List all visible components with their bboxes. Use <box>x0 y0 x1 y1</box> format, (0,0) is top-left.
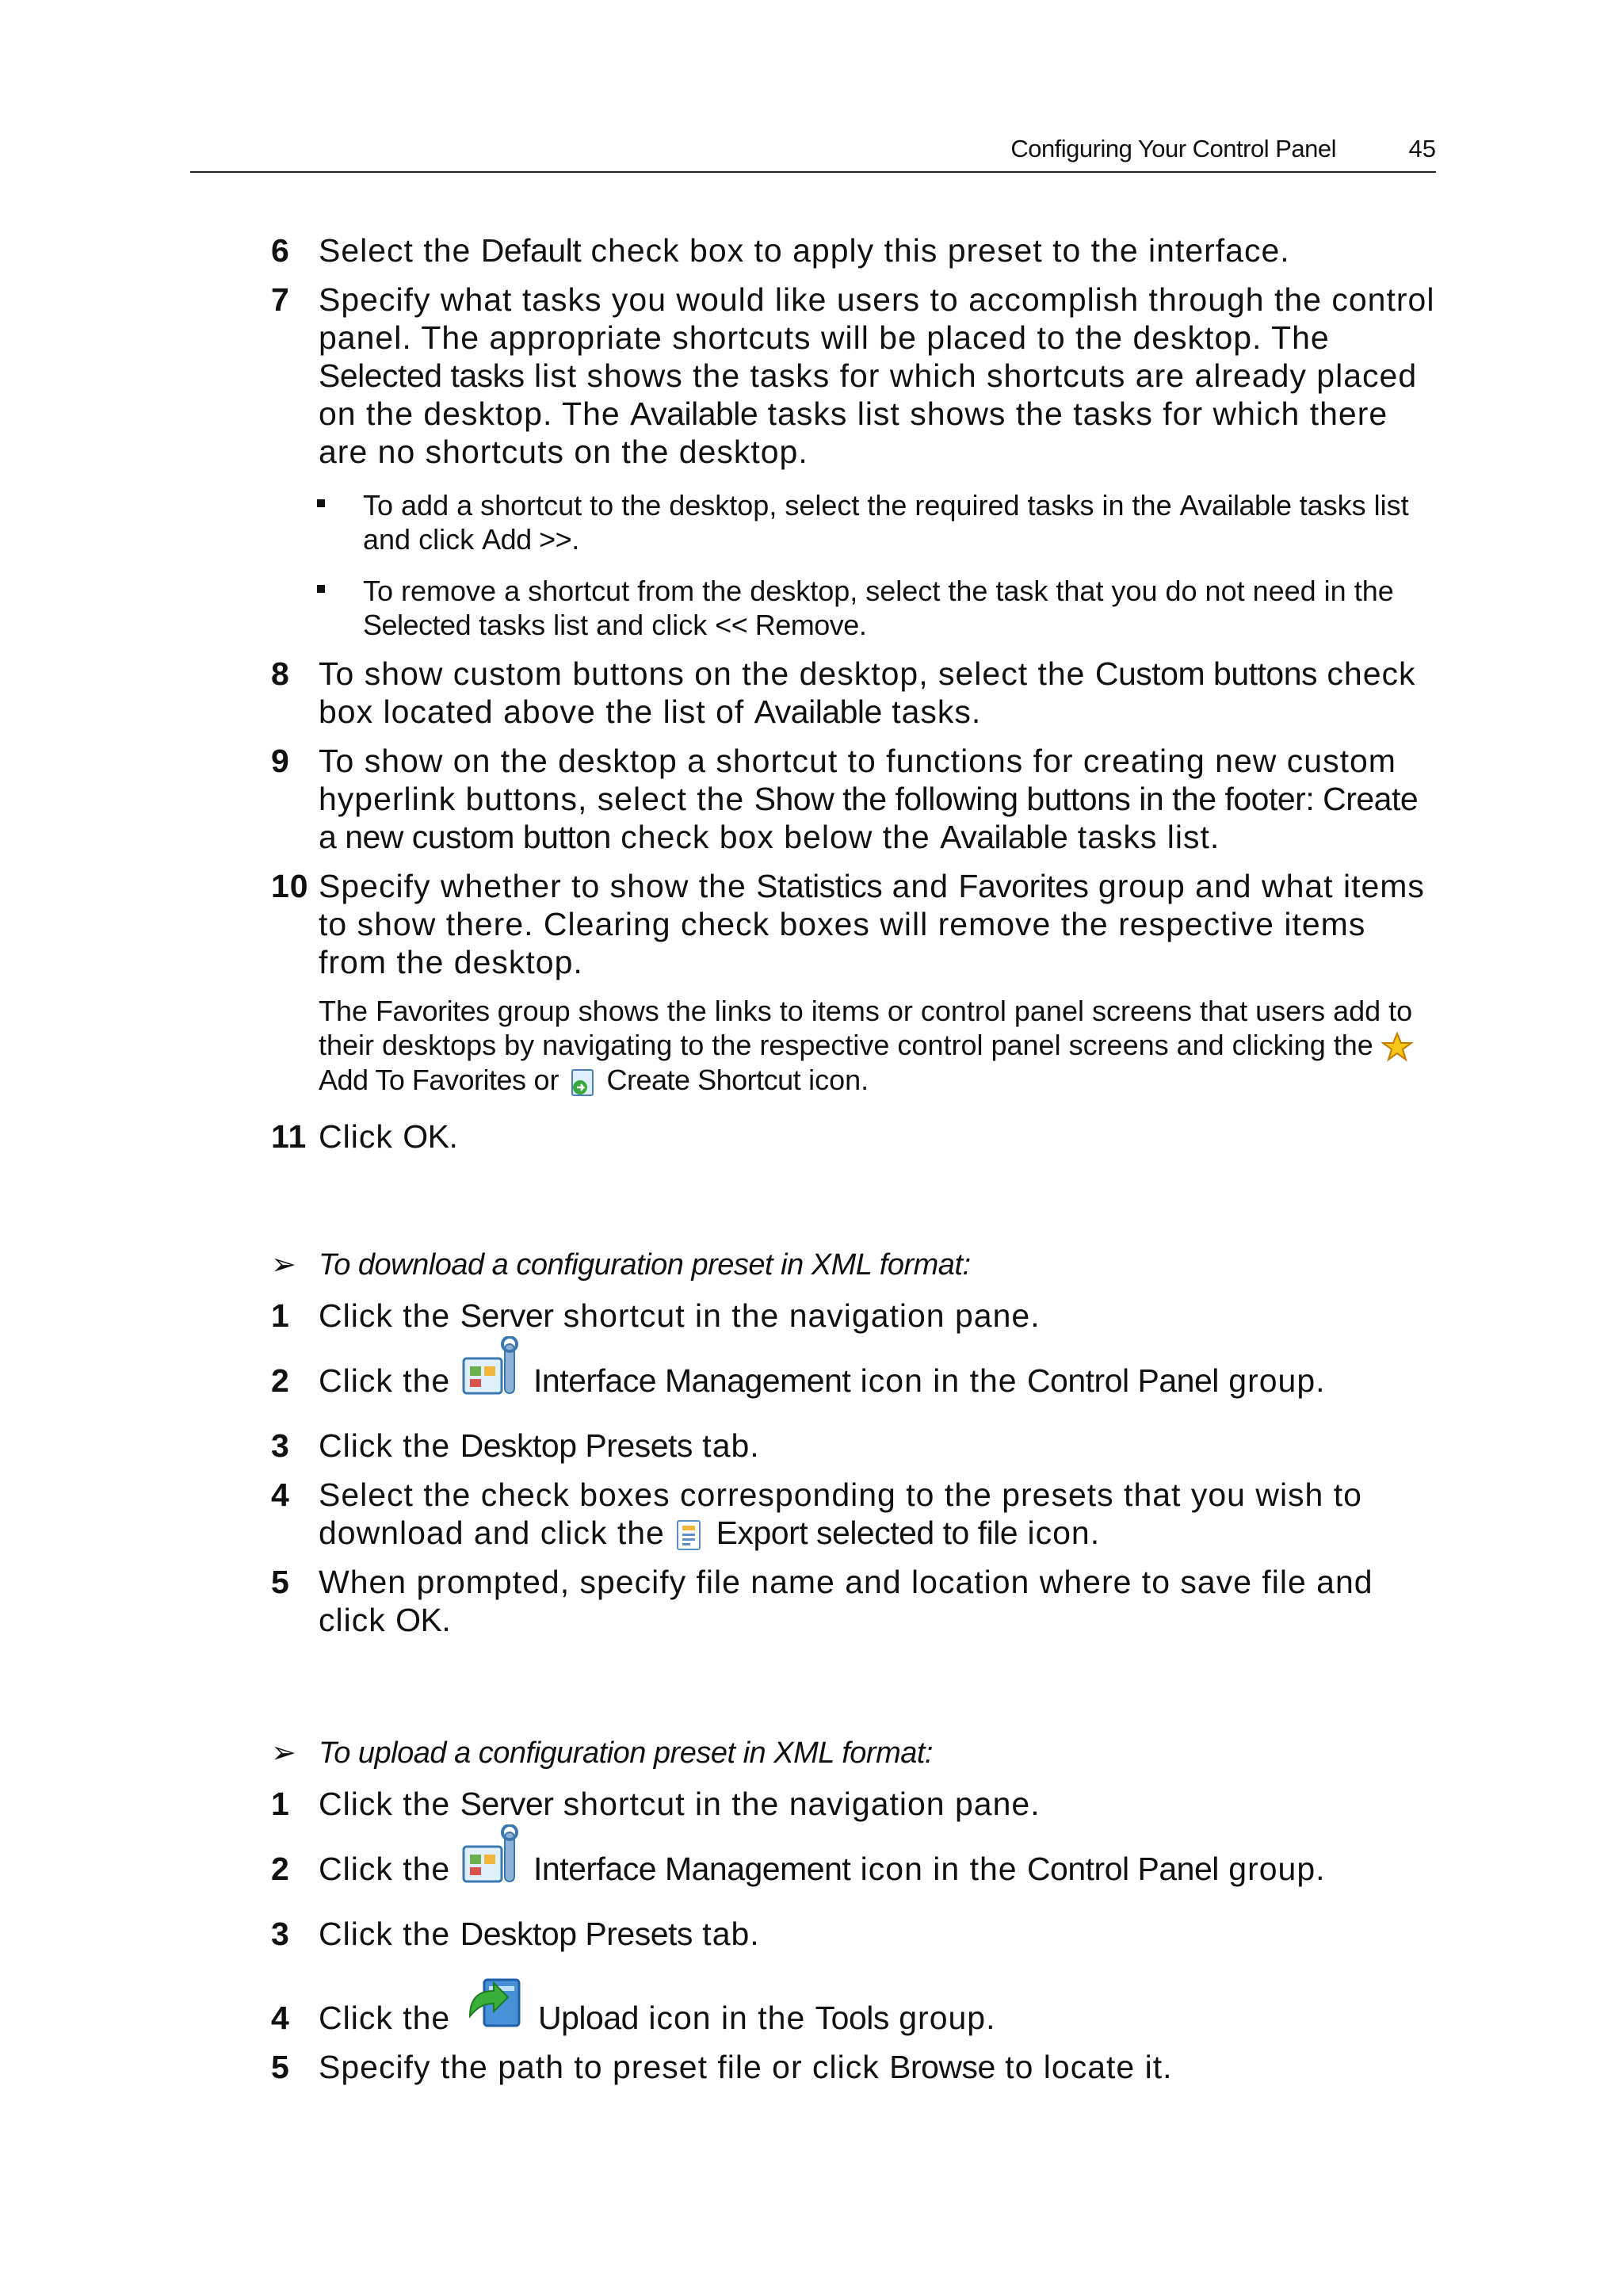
interface-management-icon <box>460 1824 524 1888</box>
step-number: 10 <box>271 868 309 904</box>
upload-step-5: 5 Specify the path to preset file or click Browse to locate it. <box>271 2049 1173 2085</box>
download-procedure-heading: ➢ To download a configuration preset in XML format: <box>271 1246 1381 1284</box>
step-9: 9 To show on the desktop a shortcut to functions for creating new custom hyperlink buttons, select the Show the following buttons in the footer: Create a new custom button check box below the Available tasks list. <box>271 743 1419 855</box>
arrow-bullet-icon: ➢ <box>271 1736 296 1770</box>
bullet-square <box>317 585 325 593</box>
bullet-remove-shortcut: To remove a shortcut from the desktop, select the task that you do not need in the Selected tasks list and click << Remove. <box>317 574 1442 642</box>
upload-step-4: 4 Click the Upload icon in the Tools group. <box>271 1999 1436 2037</box>
upload-icon <box>460 1969 529 2037</box>
upload-step-2: 2 Click the Interface Management icon in the Control Panel group. <box>271 1850 1436 1888</box>
bullet-add-shortcut: To add a shortcut to the desktop, select the required tasks in the Available tasks list and click Add >>. <box>317 488 1442 556</box>
arrow-bullet-icon: ➢ <box>271 1248 296 1282</box>
download-step-3: 3 Click the Desktop Presets tab. <box>271 1427 760 1464</box>
page-number: 45 <box>1408 135 1436 162</box>
upload-procedure-heading: ➢ To upload a configuration preset in XML format: <box>271 1734 1381 1772</box>
step-number: 11 <box>271 1118 307 1155</box>
interface-management-icon <box>460 1336 524 1400</box>
upload-step-3: 3 Click the Desktop Presets tab. <box>271 1916 760 1952</box>
step-7: 7 Specify what tasks you would like users to accomplish through the control panel. The appropriate shortcuts will be placed to the desktop. The Selected tasks list shows the tasks for which shortcuts are already placed on the desktop. The Available tasks list shows the tasks for which there are no shortcuts on the desktop. <box>271 281 1435 470</box>
step-10: 10 Specify whether to show the Statistics and Favorites group and what items to show there. Clearing check boxes will remove the respective items from the desktop. <box>271 868 1425 980</box>
step-8: 8 To show custom buttons on the desktop, select the Custom buttons check box located above the list of Available tasks. <box>271 655 1416 730</box>
create-shortcut-icon <box>567 1067 599 1098</box>
upload-step-1: 1 Click the Server shortcut in the navigation pane. <box>271 1786 1041 1822</box>
download-step-4: 4 Select the check boxes corresponding to the presets that you wish to download and click the Export selected to file icon. <box>271 1476 1436 1553</box>
download-step-2: 2 Click the Interface Management icon in the Control Panel group. <box>271 1362 1436 1400</box>
step-6: 6 Select the Default check box to apply this preset to the interface. <box>271 232 1290 269</box>
step-11: 11 Click OK. <box>271 1118 459 1155</box>
step-number: 8 <box>271 655 290 692</box>
page-header <box>190 133 1436 173</box>
step-number: 9 <box>271 743 290 779</box>
favorites-paragraph: The Favorites group shows the links to items or control panel screens that users add to their desktops by navigating to the respective control panel screens and clicking the Add To Favorites or Create Shortcut icon. <box>319 994 1444 1098</box>
export-selected-to-file-icon <box>674 1518 706 1553</box>
step-number: 7 <box>271 281 290 318</box>
running-title: Configuring Your Control Panel <box>1010 135 1336 162</box>
add-to-favorites-icon <box>1381 1031 1413 1063</box>
step-number: 6 <box>271 232 290 269</box>
bullet-square <box>317 499 325 507</box>
download-step-1: 1 Click the Server shortcut in the navigation pane. <box>271 1297 1041 1334</box>
download-step-5: 5 When prompted, specify file name and location where to save file and click OK. <box>271 1564 1373 1638</box>
